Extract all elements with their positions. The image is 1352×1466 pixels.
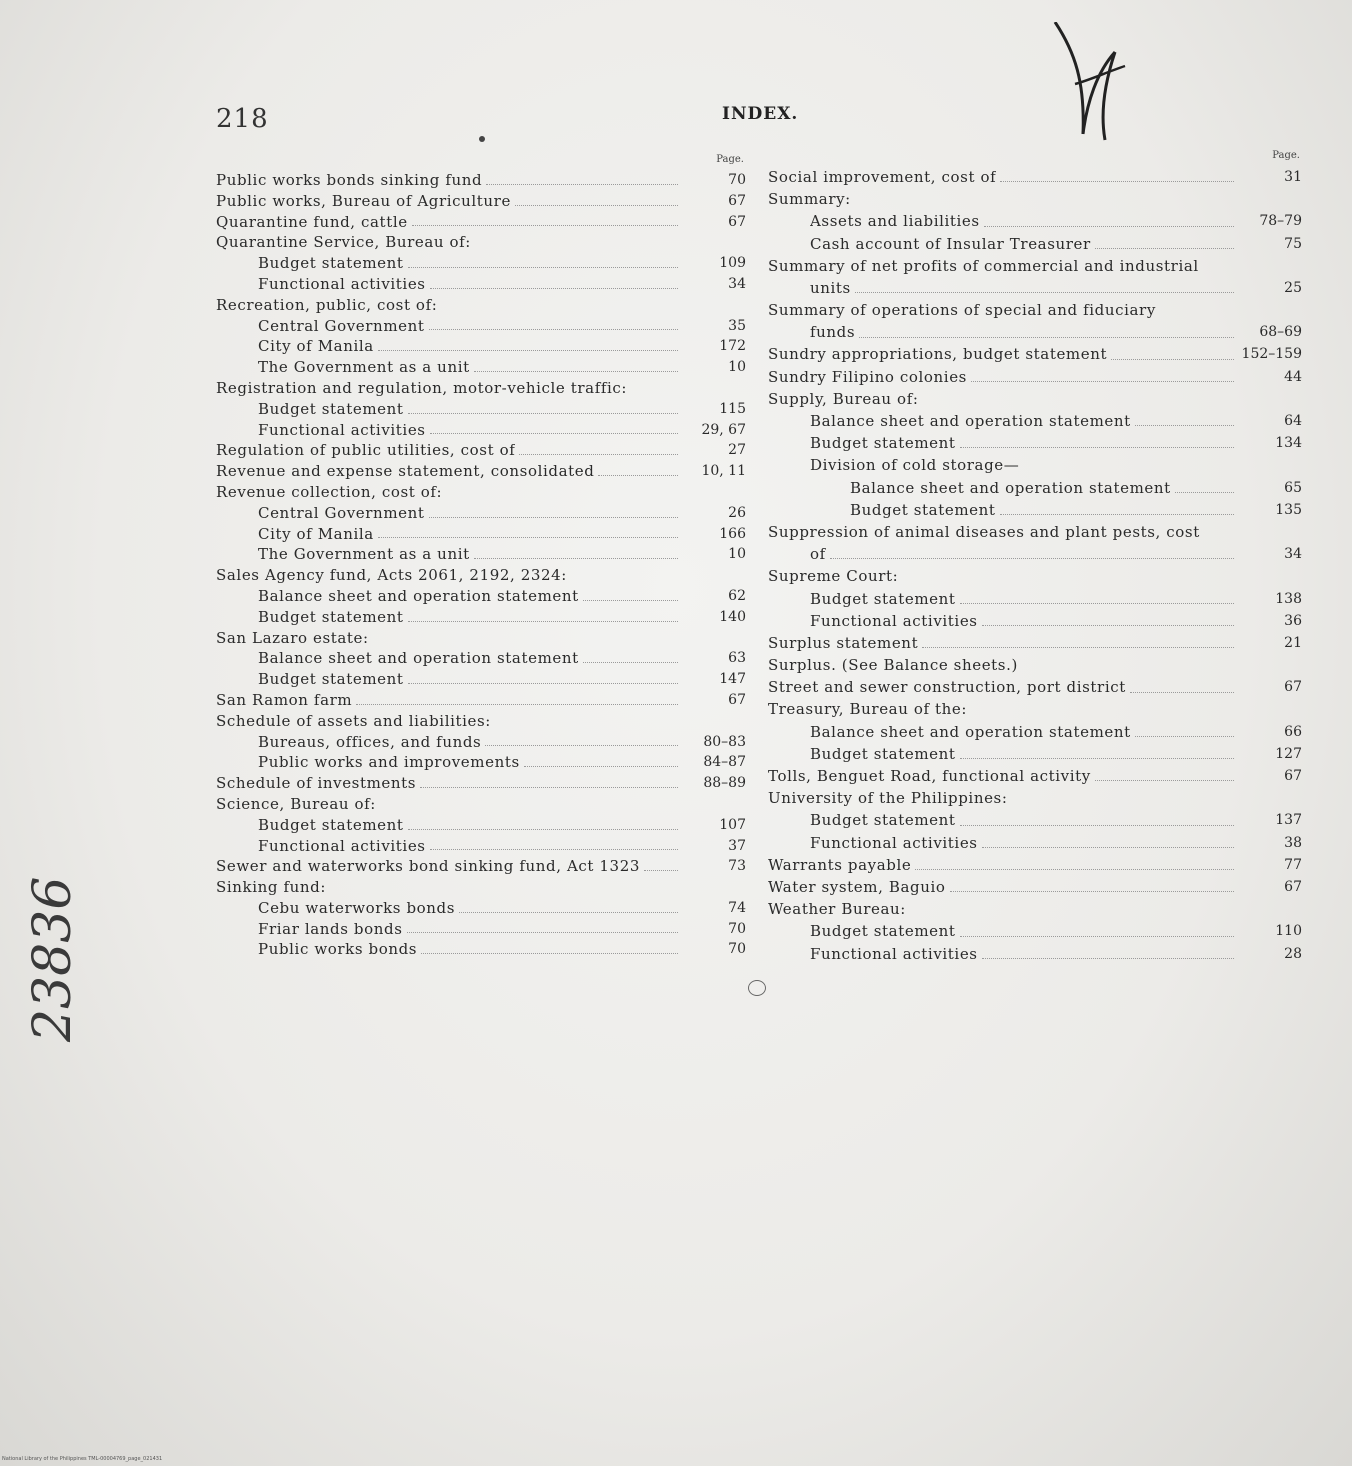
page-column-header: Page. (716, 154, 744, 165)
entry-text: Suppression of animal diseases and plant pests, cost (768, 522, 1200, 541)
dot-leader (380, 808, 678, 809)
entry-text: Sewer and waterworks bond sinking fund, Act 1323 (216, 857, 640, 876)
index-column-left (216, 150, 746, 960)
index-entry (216, 877, 746, 898)
margin-number-text: 23836 (23, 876, 83, 1042)
dot-leader (1095, 779, 1234, 781)
entry-page-ref: 67 (728, 691, 746, 708)
entry-text: Quarantine fund, cattle (216, 212, 408, 231)
index-entry (768, 809, 1302, 831)
dot-leader (902, 581, 1234, 582)
dot-leader (1111, 358, 1234, 360)
index-entry (216, 815, 746, 836)
entry-text: Treasury, Bureau of the: (768, 700, 968, 719)
entry-text: City of Manila (258, 337, 374, 356)
index-entry (768, 920, 1302, 942)
dot-leader (485, 744, 678, 746)
index-entry (768, 499, 1302, 521)
signature-mark (1045, 22, 1135, 142)
dot-leader (1175, 491, 1234, 493)
dot-leader (430, 432, 678, 434)
entry-text: Registration and regulation, motor-vehicle traffic: (216, 378, 628, 397)
dot-leader (644, 869, 678, 871)
index-entry (768, 344, 1302, 366)
index-entry (768, 366, 1302, 388)
page-column-header: Page. (1272, 150, 1300, 161)
entry-text: Cebu waterworks bonds (258, 898, 456, 917)
dot-leader (412, 224, 678, 226)
entry-page-ref: 115 (719, 400, 746, 417)
entry-page-ref: 67 (728, 213, 746, 230)
entry-text: Summary of net profits of commercial and industrial (768, 256, 1199, 275)
dot-leader (429, 516, 678, 518)
running-head: INDEX. (722, 104, 799, 124)
index-entry (768, 233, 1302, 255)
entry-text: Revenue collection, cost of: (216, 482, 443, 501)
entry-page-ref: 166 (719, 525, 746, 542)
entry-text: Functional activities (810, 944, 978, 963)
entry-page-ref: 152–159 (1241, 346, 1302, 363)
entry-text: Public works, Bureau of Agriculture (216, 191, 511, 210)
dot-leader (475, 246, 678, 247)
dot-leader (474, 557, 678, 559)
entry-text: Budget statement (258, 399, 404, 418)
entry-text: Surplus. (See Balance sheets.) (768, 656, 1018, 675)
entry-page-ref: 84–87 (703, 754, 746, 771)
entry-text: City of Manila (258, 524, 374, 543)
dot-leader (960, 935, 1234, 937)
index-entry (216, 690, 746, 711)
entry-page-ref: 10 (728, 359, 746, 376)
dot-leader (421, 952, 678, 954)
entry-text: Sales Agency fund, Acts 2061, 2192, 2324: (216, 566, 567, 585)
index-entry (216, 565, 746, 586)
entry-text: Summary: (768, 190, 851, 209)
entry-page-ref: 44 (1284, 368, 1302, 385)
entry-page-ref: 38 (1284, 834, 1302, 851)
dot-leader (984, 225, 1234, 227)
dot-leader (524, 765, 678, 767)
dot-leader (1022, 669, 1234, 670)
entry-text: Supply, Bureau of: (768, 389, 919, 408)
entry-text: Balance sheet and operation statement (258, 586, 579, 605)
index-entry (768, 676, 1302, 698)
entry-page-ref: 172 (719, 338, 746, 355)
entry-text: Budget statement (258, 254, 404, 273)
index-entry (768, 654, 1302, 676)
entry-text: Public works bonds (258, 940, 418, 959)
dot-leader (583, 661, 678, 663)
entry-text: Warrants payable (768, 855, 912, 874)
entry-page-ref: 70 (728, 920, 746, 937)
index-entry (768, 743, 1302, 765)
index-entry (216, 732, 746, 753)
dot-leader (519, 453, 678, 455)
index-entry (216, 399, 746, 420)
dot-leader (982, 624, 1234, 626)
dot-leader (915, 868, 1234, 870)
entry-text: Central Government (258, 503, 425, 522)
index-entry (216, 440, 746, 461)
entry-text: Regulation of public utilities, cost of (216, 441, 516, 460)
dot-leader (971, 714, 1234, 715)
dot-leader (982, 957, 1234, 959)
entry-text: Street and sewer construction, port district (768, 678, 1126, 697)
dot-leader (922, 646, 1234, 648)
index-entry (768, 210, 1302, 232)
dot-leader (420, 786, 678, 788)
index-entry (768, 588, 1302, 610)
dot-leader (1203, 270, 1234, 271)
entry-text: San Lazaro estate: (216, 628, 369, 647)
entry-page-ref: 21 (1284, 634, 1302, 651)
entry-page-ref: 147 (719, 671, 746, 688)
entry-text: Functional activities (258, 274, 426, 293)
entry-page-ref: 62 (728, 587, 746, 604)
entry-page-ref: 68–69 (1259, 324, 1302, 341)
entry-page-ref: 78–79 (1259, 213, 1302, 230)
entry-page-ref: 67 (1284, 679, 1302, 696)
dot-leader (910, 913, 1234, 914)
index-entry (768, 255, 1302, 277)
dot-leader (960, 602, 1234, 604)
index-entry (768, 876, 1302, 898)
entry-page-ref: 31 (1284, 168, 1302, 185)
entry-text: Budget statement (810, 434, 956, 453)
dot-leader (960, 446, 1234, 448)
entry-page-ref: 66 (1284, 723, 1302, 740)
index-entry (768, 632, 1302, 654)
entry-page-ref: 70 (728, 941, 746, 958)
dot-leader (378, 349, 678, 351)
entry-text: San Ramon farm (216, 690, 353, 709)
page-number: 218 (216, 104, 269, 134)
dot-leader (1135, 735, 1234, 737)
index-entry (216, 170, 746, 191)
index-entry (216, 212, 746, 233)
index-entry (768, 943, 1302, 965)
entry-page-ref: 26 (728, 504, 746, 521)
entry-page-ref: 67 (1284, 878, 1302, 895)
index-entry (216, 794, 746, 815)
index-entries-right (768, 166, 1302, 965)
dot-leader (960, 824, 1234, 826)
index-entry (768, 832, 1302, 854)
entry-page-ref: 37 (728, 837, 746, 854)
entry-page-ref: 75 (1284, 235, 1302, 252)
entry-text: The Government as a unit (258, 358, 470, 377)
index-entry (216, 191, 746, 212)
index-entry (768, 477, 1302, 499)
index-entry (768, 454, 1302, 476)
entry-text: Revenue and expense statement, consolidated (216, 462, 595, 481)
entry-text: Functional activities (258, 420, 426, 439)
dot-leader (407, 931, 678, 933)
dot-leader (429, 328, 678, 330)
index-entry (216, 856, 746, 877)
entry-page-ref: 25 (1284, 279, 1302, 296)
index-entry (216, 752, 746, 773)
index-entry (216, 939, 746, 960)
index-entry (216, 420, 746, 441)
entry-page-ref: 135 (1275, 501, 1302, 518)
dot-leader (1000, 180, 1234, 182)
entry-page-ref: 80–83 (703, 733, 746, 750)
entry-text: Friar lands bonds (258, 919, 403, 938)
entry-page-ref: 29, 67 (701, 421, 746, 438)
entry-text: units (810, 278, 851, 297)
dot-leader (830, 557, 1234, 559)
dot-leader (408, 682, 678, 684)
index-entry (768, 277, 1302, 299)
entry-text: Bureaus, offices, and funds (258, 732, 482, 751)
entry-text: Budget statement (258, 670, 404, 689)
index-entry (216, 628, 746, 649)
index-entry (216, 274, 746, 295)
index-entry (768, 787, 1302, 809)
entry-page-ref: 34 (728, 275, 746, 292)
entry-page-ref: 138 (1275, 590, 1302, 607)
entry-page-ref: 63 (728, 650, 746, 667)
dot-leader (408, 412, 678, 414)
dot-leader (971, 380, 1234, 382)
entry-text: University of the Philippines: (768, 789, 1008, 808)
index-entry (768, 610, 1302, 632)
index-entry (216, 482, 746, 503)
entry-text: Division of cold storage— (810, 456, 1020, 475)
entry-text: Water system, Baguio (768, 877, 946, 896)
entry-text: Budget statement (850, 500, 996, 519)
dot-leader (474, 370, 678, 372)
entry-page-ref: 137 (1275, 812, 1302, 829)
dot-leader (583, 599, 678, 601)
dot-leader (430, 848, 678, 850)
index-entry (768, 721, 1302, 743)
index-entry (216, 461, 746, 482)
entry-text: Balance sheet and operation statement (850, 478, 1171, 497)
entry-text: Budget statement (810, 811, 956, 830)
dot-leader (330, 891, 678, 892)
index-entry (216, 524, 746, 545)
index-entry (216, 503, 746, 524)
entry-page-ref: 67 (728, 192, 746, 209)
dot-leader (441, 309, 678, 310)
index-entry (216, 586, 746, 607)
dot-leader (430, 287, 678, 289)
dot-leader (1130, 691, 1234, 693)
index-entry (768, 765, 1302, 787)
entry-page-ref: 134 (1275, 435, 1302, 452)
entry-page-ref: 10 (728, 546, 746, 563)
index-entry (216, 919, 746, 940)
entry-text: Science, Bureau of: (216, 794, 376, 813)
index-entry (216, 357, 746, 378)
entry-page-ref: 34 (1284, 546, 1302, 563)
entry-text: The Government as a unit (258, 545, 470, 564)
entry-page-ref: 65 (1284, 479, 1302, 496)
entry-text: Balance sheet and operation statement (810, 722, 1131, 741)
entry-page-ref: 127 (1275, 745, 1302, 762)
dot-leader (1012, 802, 1234, 803)
entry-page-ref: 27 (728, 442, 746, 459)
entry-text: Schedule of assets and liabilities: (216, 711, 491, 730)
dot-leader (631, 392, 678, 393)
entry-page-ref: 73 (728, 858, 746, 875)
dot-leader (486, 183, 678, 185)
index-entry (768, 898, 1302, 920)
entry-page-ref: 64 (1284, 413, 1302, 430)
entry-text: Cash account of Insular Treasurer (810, 234, 1091, 253)
entry-text: Functional activities (258, 836, 426, 855)
index-entry (768, 388, 1302, 410)
entry-text: Surplus statement (768, 633, 919, 652)
entry-text: Balance sheet and operation statement (810, 412, 1131, 431)
entry-page-ref: 28 (1284, 945, 1302, 962)
dot-leader (378, 536, 678, 538)
index-entry (216, 378, 746, 399)
index-entry (216, 544, 746, 565)
index-entry (768, 166, 1302, 188)
entry-text: Functional activities (810, 833, 978, 852)
index-entry (216, 711, 746, 732)
dot-leader (923, 403, 1235, 404)
index-entry (216, 648, 746, 669)
entry-text: Supreme Court: (768, 567, 899, 586)
printer-dot (479, 136, 485, 142)
index-entry (216, 836, 746, 857)
scan-footer-note: National Library of the Philippines TML-00004769_page_021431 (2, 1456, 163, 1462)
entry-text: Sundry Filipino colonies (768, 367, 967, 386)
dot-leader (1000, 513, 1234, 515)
index-entry (216, 669, 746, 690)
index-column-right (768, 146, 1302, 965)
entry-text: Budget statement (810, 744, 956, 763)
dot-leader (855, 291, 1234, 293)
dot-leader (598, 474, 678, 476)
index-entry (768, 699, 1302, 721)
dot-leader (408, 828, 678, 830)
index-entry (216, 607, 746, 628)
entry-page-ref: 140 (719, 608, 746, 625)
dot-leader (1095, 247, 1234, 249)
index-entry (216, 336, 746, 357)
dot-leader (495, 725, 678, 726)
entry-page-ref: 109 (719, 255, 746, 272)
entry-page-ref: 74 (728, 899, 746, 916)
entry-page-ref: 67 (1284, 768, 1302, 785)
entry-text: Central Government (258, 316, 425, 335)
entry-text: Social improvement, cost of (768, 167, 997, 186)
entry-text: funds (810, 323, 856, 342)
entry-page-ref: 70 (728, 172, 746, 188)
entry-text: Quarantine Service, Bureau of: (216, 233, 471, 252)
index-entries-left (216, 170, 746, 960)
entry-page-ref: 10, 11 (701, 463, 746, 480)
index-entry (216, 316, 746, 337)
dot-leader (982, 846, 1234, 848)
entry-text: Schedule of investments (216, 774, 417, 793)
entry-page-ref: 35 (728, 317, 746, 334)
entry-text: Budget statement (810, 922, 956, 941)
entry-text: Weather Bureau: (768, 900, 906, 919)
dot-leader (859, 336, 1234, 338)
index-entry (768, 521, 1302, 543)
entry-text: Recreation, public, cost of: (216, 295, 438, 314)
dot-leader (960, 757, 1234, 759)
index-entry (216, 253, 746, 274)
entry-text: Public works bonds sinking fund (216, 171, 483, 189)
dot-leader (459, 911, 678, 913)
entry-page-ref: 110 (1275, 923, 1302, 940)
index-entry (768, 321, 1302, 343)
dot-leader (1204, 536, 1234, 537)
entry-page-ref: 36 (1284, 612, 1302, 629)
dot-leader (408, 620, 678, 622)
entry-page-ref: 77 (1284, 856, 1302, 873)
index-entry (216, 773, 746, 794)
entry-page-ref: 88–89 (703, 775, 746, 792)
entry-text: Functional activities (810, 611, 978, 630)
dot-leader (1135, 424, 1234, 426)
index-entry (768, 565, 1302, 587)
index-entry (768, 432, 1302, 454)
index-entry (768, 299, 1302, 321)
entry-page-ref: 107 (719, 816, 746, 833)
margin-number-handwriting (22, 780, 132, 1050)
dot-leader (571, 579, 678, 580)
entry-text: Balance sheet and operation statement (258, 649, 579, 668)
dot-leader (515, 204, 678, 206)
dot-leader (408, 266, 678, 268)
entry-text: Tolls, Benguet Road, functional activity (768, 767, 1091, 786)
dot-leader (356, 703, 678, 705)
index-entry (768, 854, 1302, 876)
page-ring-mark (748, 980, 766, 996)
index-entry (768, 543, 1302, 565)
index-entry (216, 232, 746, 253)
entry-text: Summary of operations of special and fiduciary (768, 301, 1156, 320)
dot-leader (1160, 314, 1234, 315)
entry-text: Assets and liabilities (810, 212, 980, 231)
dot-leader (1023, 470, 1234, 471)
index-entry (768, 410, 1302, 432)
entry-text: Sinking fund: (216, 878, 326, 897)
entry-text: of (810, 545, 826, 564)
dot-leader (373, 641, 678, 642)
entry-text: Sundry appropriations, budget statement (768, 345, 1108, 364)
dot-leader (950, 890, 1235, 892)
entry-text: Budget statement (810, 589, 956, 608)
entry-text: Public works and improvements (258, 753, 520, 772)
index-entry (216, 898, 746, 919)
dot-leader (855, 203, 1234, 204)
entry-text: Budget statement (258, 607, 404, 626)
index-entry (768, 188, 1302, 210)
entry-text: Budget statement (258, 815, 404, 834)
dot-leader (446, 496, 678, 497)
index-entry (216, 295, 746, 316)
